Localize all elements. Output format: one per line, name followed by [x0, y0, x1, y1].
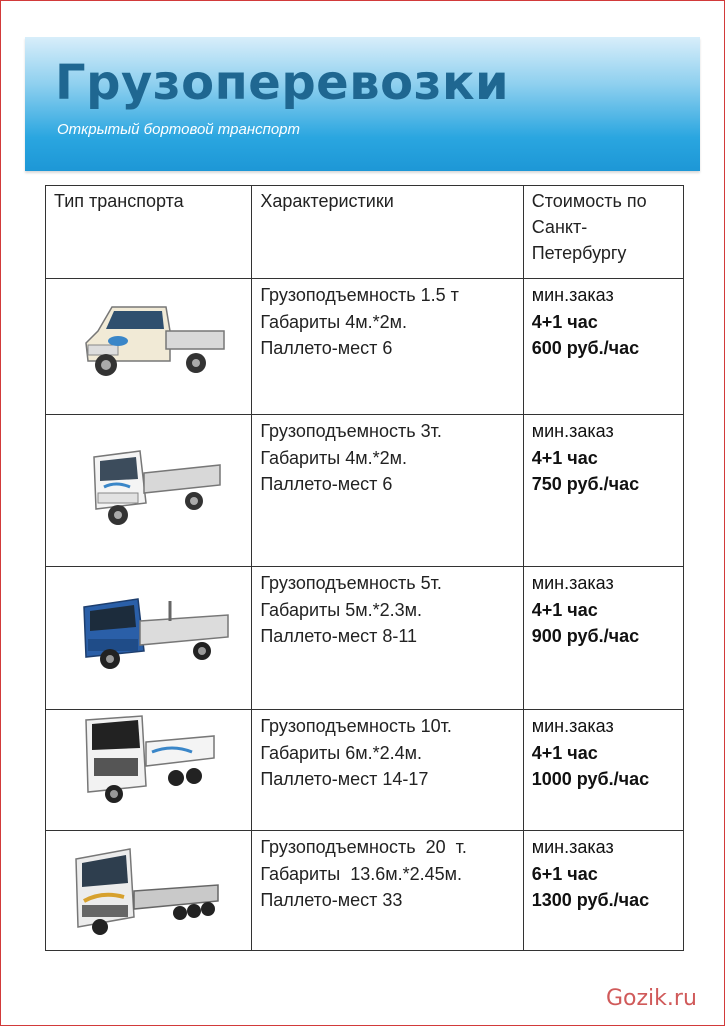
pallets-text: Паллето-мест 8-11 [260, 626, 418, 646]
capacity-text: Грузоподъемность 3т. [260, 421, 442, 441]
truck-image-cell [46, 710, 252, 831]
min-hours: 6+1 час [531, 863, 598, 884]
flatbed-truck-10t-icon [80, 712, 220, 804]
price-cell [523, 567, 683, 710]
table-row [46, 415, 684, 567]
small-flatbed-truck-icon [78, 301, 228, 385]
header-banner [25, 37, 700, 171]
min-order-label: мин.заказ [531, 285, 614, 305]
flatbed-truck-3t-icon [84, 443, 224, 529]
header-price [523, 186, 683, 279]
specs-cell [252, 415, 523, 567]
min-order-label: мин.заказ [531, 716, 614, 736]
truck-image-cell [46, 567, 252, 710]
price-cell [523, 415, 683, 567]
capacity-text: Грузоподъемность 20 т. [260, 837, 467, 857]
capacity-text: Грузоподъемность 10т. [260, 716, 452, 736]
hourly-rate: 900 руб./час [531, 626, 640, 646]
table-row [46, 831, 684, 951]
dimensions-text: Габариты 13.6м.*2.45м. [260, 863, 463, 884]
dimensions-text: Габариты 5м.*2.3м. [260, 599, 423, 620]
price-table [45, 185, 684, 951]
header-price-line: Санкт- [531, 217, 588, 237]
min-hours: 4+1 час [531, 311, 598, 332]
hourly-rate: 1000 руб./час [531, 769, 650, 789]
specs-cell [252, 567, 523, 710]
min-order-label: мин.заказ [531, 421, 614, 441]
min-hours: 4+1 час [531, 447, 598, 468]
price-cell [523, 279, 683, 415]
specs-cell [252, 831, 523, 951]
price-cell [523, 710, 683, 831]
price-cell [523, 831, 683, 951]
pallets-text: Паллето-мест 6 [260, 474, 393, 494]
header-specs: Характеристики [252, 186, 523, 279]
truck-image-cell [46, 415, 252, 567]
dimensions-text: Габариты 6м.*2.4м. [260, 742, 423, 763]
header-price-line: Стоимость по [531, 191, 647, 211]
flatbed-truck-5t-icon [78, 593, 230, 673]
dimensions-text: Габариты 4м.*2м. [260, 311, 407, 332]
hourly-rate: 750 руб./час [531, 474, 640, 494]
page-title: Грузоперевозки [55, 55, 510, 111]
page-subtitle: Открытый бортовой транспорт [57, 121, 301, 138]
header-price-line: Петербургу [531, 243, 627, 263]
pallets-text: Паллето-мест 14-17 [260, 769, 429, 789]
table-row [46, 710, 684, 831]
capacity-text: Грузоподъемность 5т. [260, 573, 442, 593]
pallets-text: Паллето-мест 33 [260, 890, 403, 910]
watermark: Gozik.ru [606, 986, 697, 1011]
hourly-rate: 1300 руб./час [531, 890, 650, 910]
table-row [46, 567, 684, 710]
table-row [46, 279, 684, 415]
hourly-rate: 600 руб./час [531, 338, 640, 358]
specs-cell [252, 279, 523, 415]
pallets-text: Паллето-мест 6 [260, 338, 393, 358]
semi-trailer-truck-icon [70, 841, 222, 937]
header-type: Тип транспорта [46, 186, 252, 279]
min-hours: 4+1 час [531, 599, 598, 620]
min-hours: 4+1 час [531, 742, 598, 763]
specs-cell [252, 710, 523, 831]
min-order-label: мин.заказ [531, 573, 614, 593]
min-order-label: мин.заказ [531, 837, 614, 857]
dimensions-text: Габариты 4м.*2м. [260, 447, 407, 468]
table-header-row [46, 186, 684, 279]
capacity-text: Грузоподъемность 1.5 т [260, 285, 459, 305]
truck-image-cell [46, 279, 252, 415]
truck-image-cell [46, 831, 252, 951]
